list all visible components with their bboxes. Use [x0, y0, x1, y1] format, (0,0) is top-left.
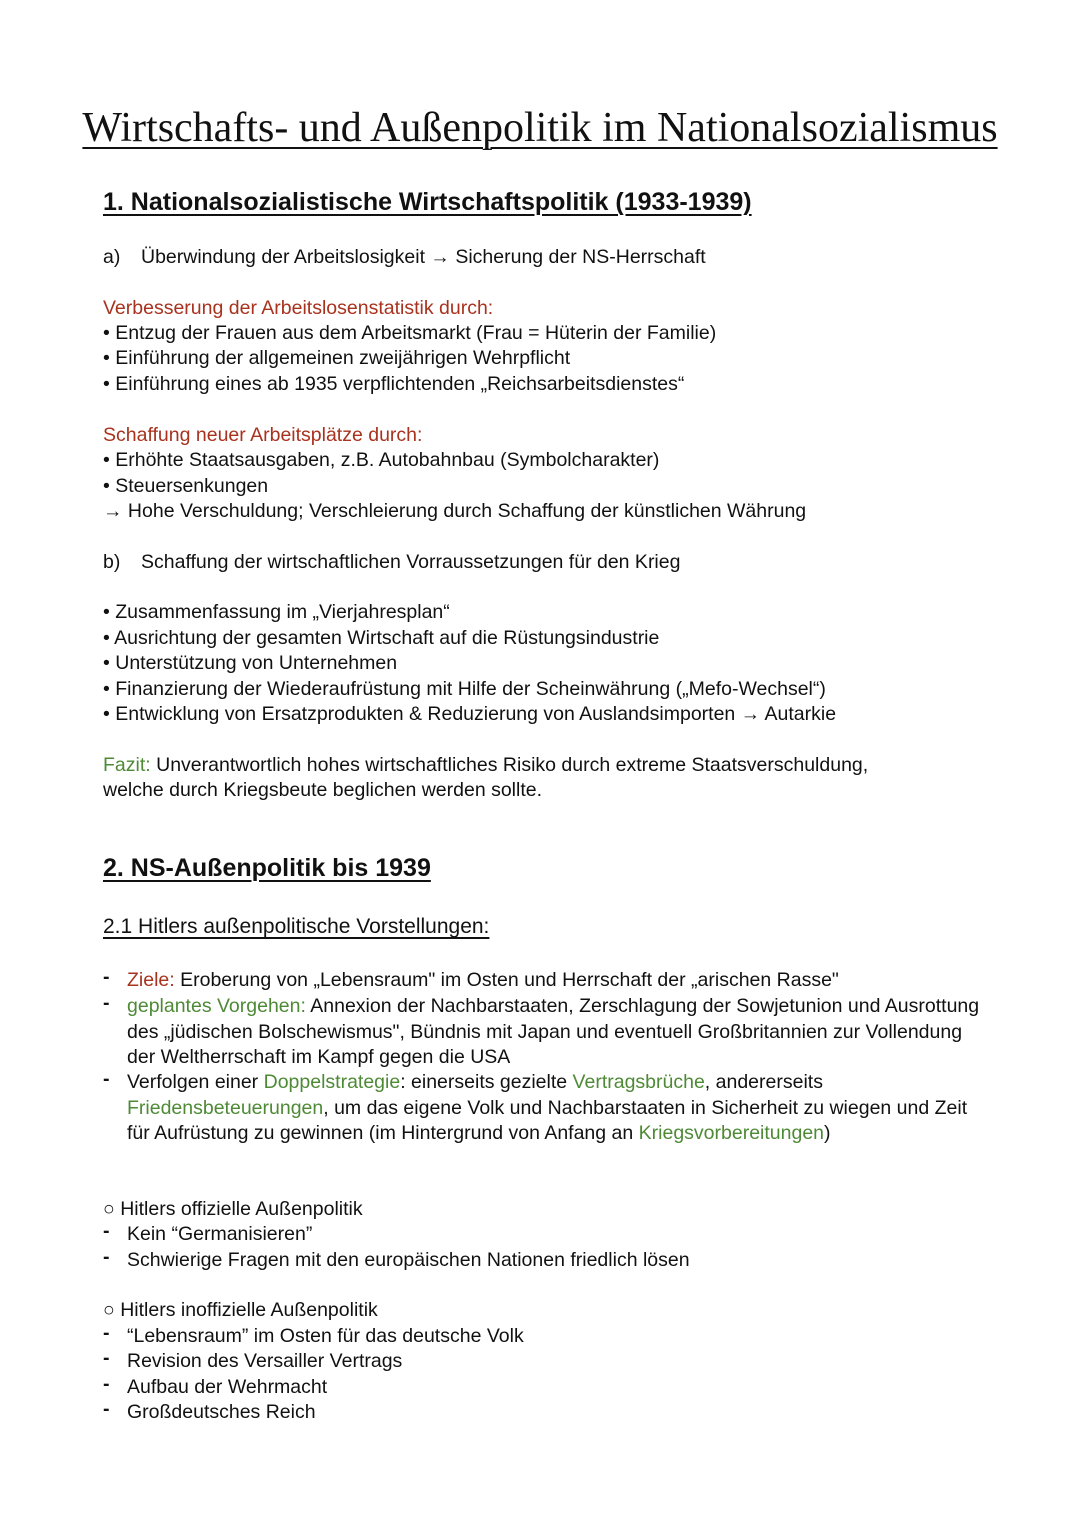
list-item: • Entwicklung von Ersatzprodukten & Reduzierung von Auslandsimporten → Autarkie — [103, 703, 837, 725]
subsection-heading: 2.1 Hitlers außenpolitische Vorstellungen: — [103, 915, 490, 938]
dash-marker: - — [103, 966, 110, 988]
point-b-label: b) — [103, 551, 121, 573]
dash-marker: - — [103, 992, 110, 1014]
list-item: • Finanzierung der Wiederaufrüstung mit Hilfe der Scheinwährung („Mefo-Wechsel“) — [103, 678, 826, 700]
list-item-text: Revision des Versailler Vertrags — [127, 1350, 403, 1372]
list-item-procedure — [103, 994, 983, 1071]
section-heading-economy: 1. Nationalsozialistische Wirtschaftspolitik (1933-1939) — [103, 188, 752, 216]
procedure-text: Annexion der Nachbarstaaten, Zerschlagung der Sowjetunion und Ausrottung des „jüdischen Bolschewismus", Bündnis mit Japan und eventuell Großbritannien zur Vollendung der Weltherrschaft im Kampf gegen die USA — [127, 995, 980, 1068]
list-item — [103, 1324, 983, 1350]
dash-marker: - — [103, 1373, 110, 1395]
point-a-text: Überwindung der Arbeitslosigkeit → Sicherung der NS-Herrschaft — [141, 246, 706, 268]
unofficial-policy-heading: ○ Hitlers inoffizielle Außenpolitik — [103, 1299, 378, 1321]
goals-label: Ziele: — [127, 969, 175, 991]
list-item-text: Großdeutsches Reich — [127, 1401, 316, 1423]
goals-text: Eroberung von „Lebensraum" im Osten und Herrschaft der „arischen Rasse" — [180, 969, 839, 991]
document-title: Wirtschafts- und Außenpolitik im Nationalsozialismus — [82, 105, 998, 151]
list-item — [103, 1248, 983, 1274]
official-policy-heading: ○ Hitlers offizielle Außenpolitik — [103, 1198, 363, 1220]
conclusion-line-1 — [103, 753, 868, 779]
point-b — [103, 550, 680, 576]
list-item: • Zusammenfassung im „Vierjahresplan“ — [103, 601, 450, 623]
section-heading-foreign-policy: 2. NS-Außenpolitik bis 1939 — [103, 854, 431, 882]
strategy-term: Doppelstrategie — [263, 1071, 401, 1093]
list-item: → Hohe Verschuldung; Verschleierung durch Schaffung der künstlichen Währung — [103, 500, 807, 522]
statistics-heading: Verbesserung der Arbeitslosenstatistik durch: — [103, 297, 494, 319]
strategy-text: ) — [824, 1122, 831, 1144]
list-item-text: Schwierige Fragen mit den europäischen Nationen friedlich lösen — [127, 1249, 690, 1271]
point-a — [103, 245, 706, 271]
list-item — [103, 1375, 983, 1401]
dash-marker: - — [103, 1398, 110, 1420]
list-item-text: Kein “Germanisieren” — [127, 1223, 313, 1245]
list-item: • Einführung der allgemeinen zweijährigen Wehrpflicht — [103, 347, 571, 369]
list-item: • Einführung eines ab 1935 verpflichtenden „Reichsarbeitsdienstes“ — [103, 373, 685, 395]
list-item-goals — [103, 968, 983, 994]
point-b-text: Schaffung der wirtschaftlichen Vorraussetzungen für den Krieg — [141, 551, 681, 573]
dash-marker: - — [103, 1220, 110, 1242]
strategy-text: Verfolgen einer — [127, 1071, 264, 1093]
dash-marker: - — [103, 1068, 110, 1090]
list-item: • Entzug der Frauen aus dem Arbeitsmarkt (Frau = Hüterin der Familie) — [103, 322, 717, 344]
jobs-heading: Schaffung neuer Arbeitsplätze durch: — [103, 424, 423, 446]
conclusion-line-2: welche durch Kriegsbeute beglichen werden sollte. — [103, 779, 543, 801]
strategy-term: Kriegsvorbereitungen — [638, 1122, 825, 1144]
conclusion-label: Fazit: — [103, 754, 151, 776]
list-item: • Erhöhte Staatsausgaben, z.B. Autobahnbau (Symbolcharakter) — [103, 449, 660, 471]
strategy-term: Friedensbeteuerungen — [127, 1096, 324, 1119]
list-item: • Unterstützung von Unternehmen — [103, 652, 398, 674]
list-item-strategy — [103, 1070, 983, 1147]
dash-marker: - — [103, 1246, 110, 1268]
strategy-text: , andererseits — [704, 1071, 823, 1093]
conclusion-text: Unverantwortlich hohes wirtschaftliches Risiko durch extreme Staatsverschuldung, — [156, 754, 869, 776]
dash-marker: - — [103, 1347, 110, 1369]
point-a-label: a) — [103, 246, 121, 268]
list-item-text: Aufbau der Wehrmacht — [127, 1376, 328, 1398]
procedure-label: geplantes Vorgehen: — [127, 995, 306, 1017]
strategy-term: Vertragsbrüche — [572, 1071, 705, 1093]
strategy-text: , um das eigene Volk und Nachbarstaaten in Sicherheit zu wiegen und Zeit für Aufrüstung zu gewinnen (im Hintergrund von Anfang an — [127, 1096, 968, 1144]
list-item: • Ausrichtung der gesamten Wirtschaft auf die Rüstungsindustrie — [103, 627, 660, 649]
list-item — [103, 1222, 983, 1248]
list-item — [103, 1400, 983, 1426]
list-item — [103, 1349, 983, 1375]
list-item: • Steuersenkungen — [103, 475, 269, 497]
list-item-text: “Lebensraum” im Osten für das deutsche Volk — [127, 1325, 524, 1347]
strategy-text: : einerseits gezielte — [400, 1071, 573, 1093]
dash-marker: - — [103, 1322, 110, 1344]
